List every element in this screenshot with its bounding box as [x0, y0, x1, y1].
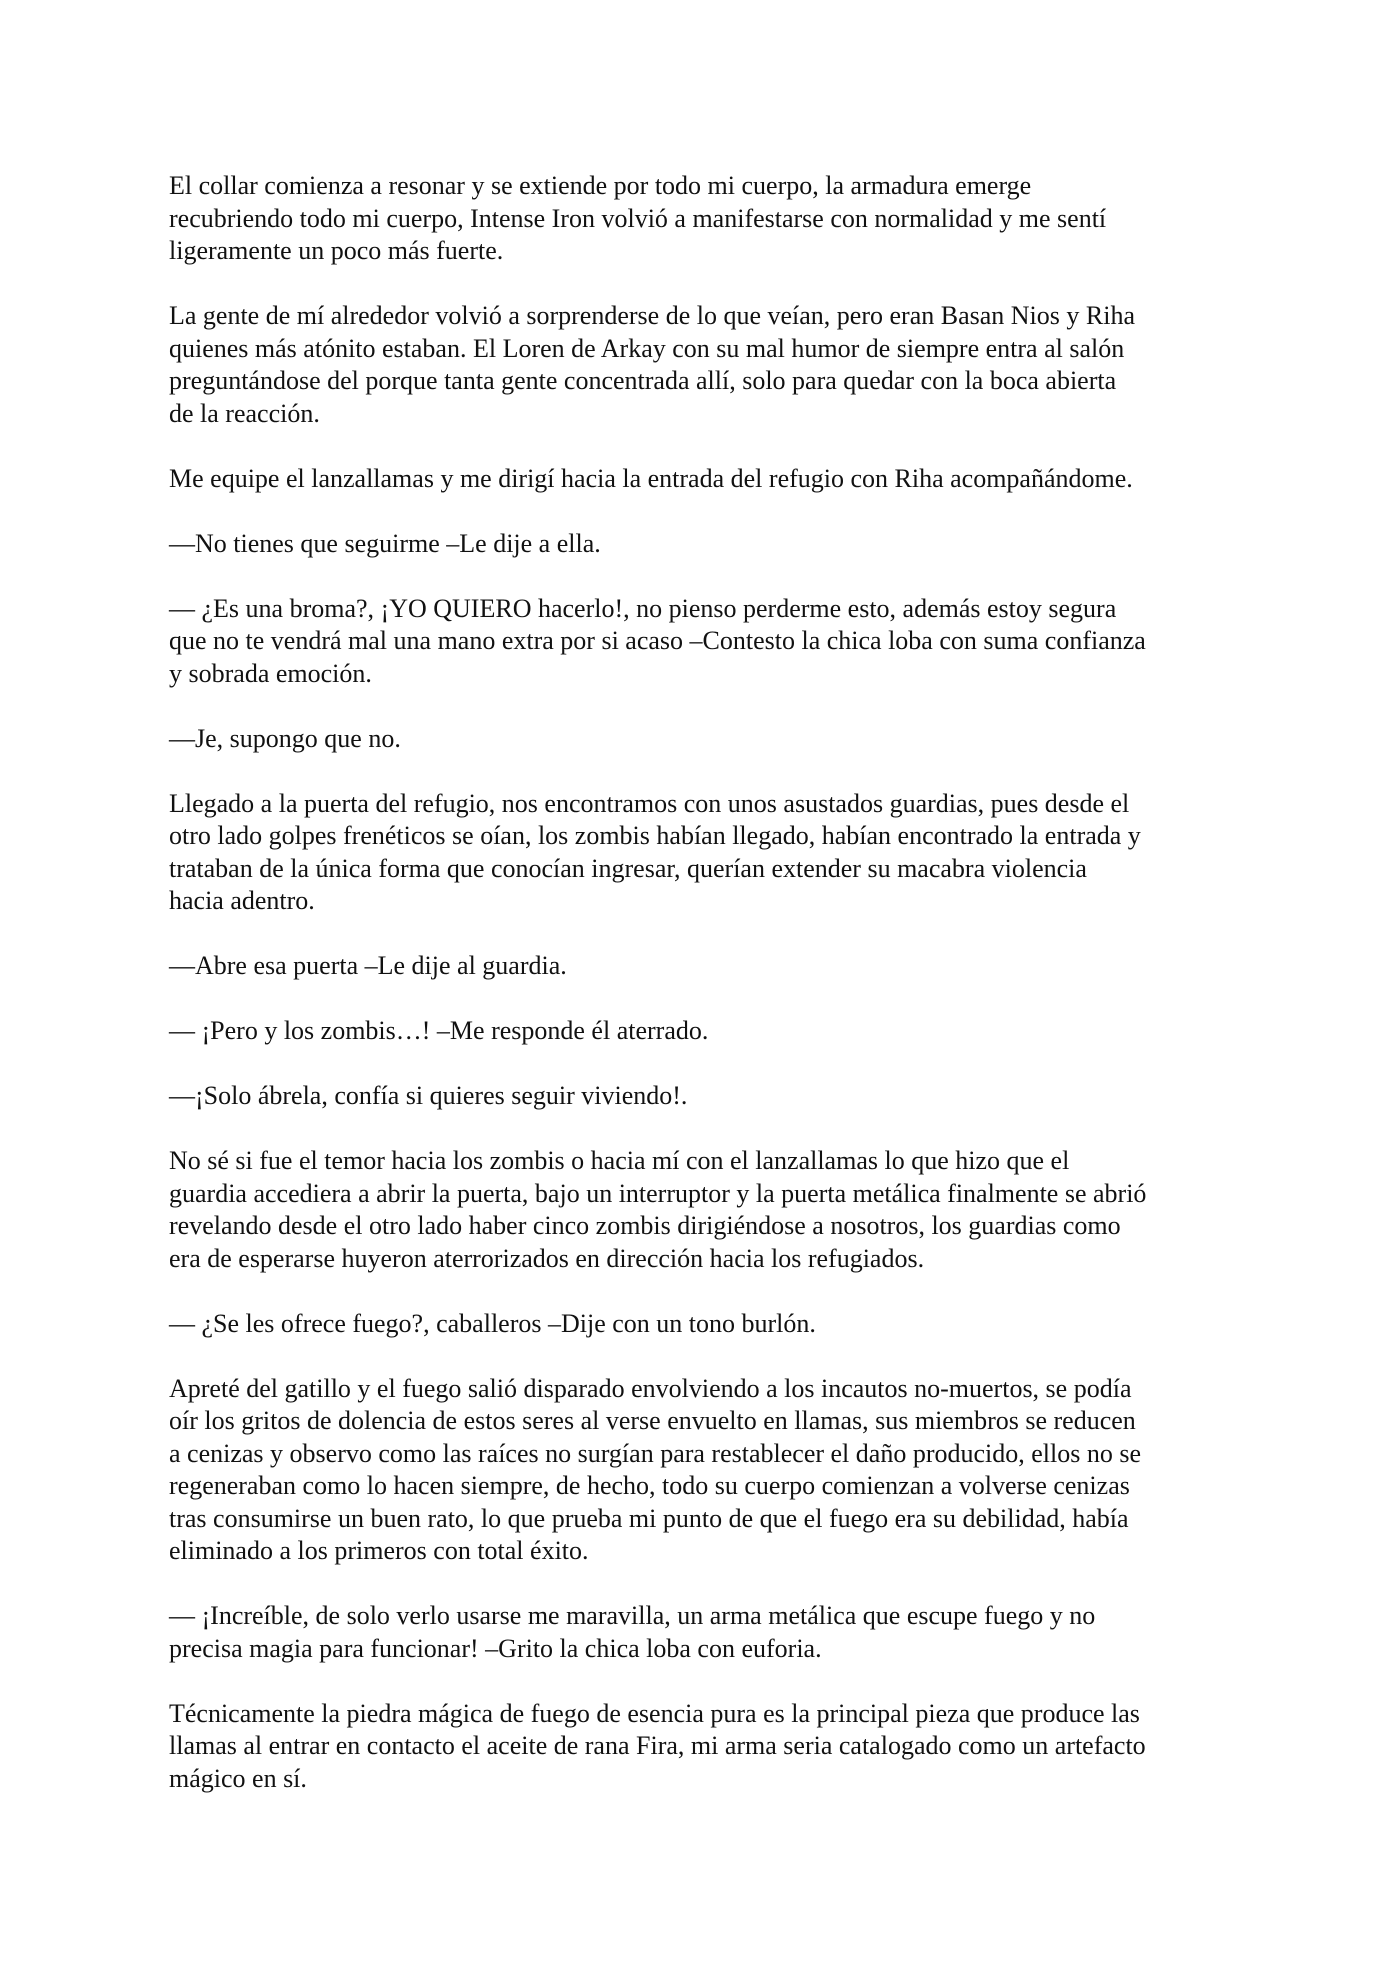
- text-line: recubriendo todo mi cuerpo, Intense Iron volvió a manifestarse con normalidad y me sentí: [169, 203, 1107, 233]
- text-line: hacia adentro.: [169, 886, 315, 915]
- text-line: La gente de mí alrededor volvió a sorprenderse de lo que veían, pero eran Basan Nios y Riha: [169, 301, 1135, 330]
- text-line: y sobrada emoción.: [169, 658, 372, 688]
- paragraph: [169, 950, 1249, 983]
- text-line: quienes más atónito estaban. El Loren de Arkay con su mal humor de siempre entra al salón: [169, 333, 1125, 363]
- text-line: — ¿Es una broma?, ¡YO QUIERO hacerlo!, no pienso perderme esto, además estoy segura: [169, 593, 1117, 623]
- text-line: oír los gritos de dolencia de estos seres al verse envuelto en llamas, sus miembros se reducen: [169, 1406, 1136, 1435]
- text-line: guardia accediera a abrir la puerta, bajo un interruptor y la puerta metálica finalmente se abrió: [169, 1178, 1147, 1208]
- text-line: —Abre esa puerta –Le dije al guardia.: [169, 951, 567, 980]
- text-line: eliminado a los primeros con total éxito.: [169, 1536, 589, 1565]
- paragraph: [169, 463, 1249, 496]
- text-line: mágico en sí.: [169, 1763, 307, 1793]
- text-line: era de esperarse huyeron aterrorizados en dirección hacia los refugiados.: [169, 1243, 925, 1273]
- text-line: de la reacción.: [169, 398, 320, 428]
- text-line: trataban de la única forma que conocían ingresar, querían extender su macabra violencia: [169, 853, 1087, 883]
- text-line: ligeramente un poco más fuerte.: [169, 236, 504, 265]
- text-line: No sé si fue el temor hacia los zombis o hacia mí con el lanzallamas lo que hizo que el: [169, 1146, 1070, 1175]
- paragraph: [169, 723, 1249, 756]
- text-line: revelando desde el otro lado haber cinco zombis dirigiéndose a nosotros, los guardias como: [169, 1211, 1121, 1240]
- text-line: Llegado a la puerta del refugio, nos encontramos con unos asustados guardias, pues desde el: [169, 788, 1130, 818]
- text-line: Me equipe el lanzallamas y me dirigí hacia la entrada del refugio con Riha acompañándome.: [169, 463, 1133, 493]
- text-line: precisa magia para funcionar! –Grito la chica loba con euforia.: [169, 1633, 822, 1663]
- text-line: regeneraban como lo hacen siempre, de hecho, todo su cuerpo comienzan a volverse cenizas: [169, 1471, 1130, 1500]
- paragraph: [169, 1373, 1249, 1568]
- text-line: — ¿Se les ofrece fuego?, caballeros –Dije con un tono burlón.: [169, 1308, 816, 1338]
- text-line: El collar comienza a resonar y se extiende por todo mi cuerpo, la armadura emerge: [169, 171, 1032, 200]
- text-line: llamas al entrar en contacto el aceite de rana Fira, mi arma seria catalogado como un artefacto: [169, 1731, 1146, 1760]
- text-line: —¡Solo ábrela, confía si quieres seguir viviendo!.: [169, 1081, 688, 1110]
- text-line: tras consumirse un buen rato, lo que prueba mi punto de que el fuego era su debilidad, había: [169, 1503, 1129, 1533]
- text-line: Apreté del gatillo y el fuego salió disparado envolviendo a los incautos no-muertos, se podía: [169, 1373, 1132, 1403]
- text-line: a cenizas y observo como las raíces no surgían para restablecer el daño producido, ellos no se: [169, 1438, 1142, 1468]
- text-line: — ¡Increíble, de solo verlo usarse me maravilla, un arma metálica que escupe fuego y no: [169, 1601, 1096, 1630]
- paragraph: [169, 1015, 1249, 1048]
- paragraph: [169, 1698, 1249, 1796]
- paragraph: [169, 300, 1249, 430]
- paragraph: [169, 1308, 1249, 1341]
- text-line: —No tienes que seguirme –Le dije a ella.: [169, 528, 601, 558]
- text-line: que no te vendrá mal una mano extra por si acaso –Contesto la chica loba con suma confianza: [169, 626, 1146, 655]
- paragraph: [169, 170, 1249, 268]
- paragraph: [169, 593, 1249, 691]
- paragraph: [169, 1600, 1249, 1665]
- paragraph: [169, 528, 1249, 561]
- text-line: preguntándose del porque tanta gente concentrada allí, solo para quedar con la boca abierta: [169, 366, 1117, 395]
- paragraph: [169, 788, 1249, 918]
- document-body: [169, 170, 1249, 1828]
- paragraph: [169, 1145, 1249, 1275]
- text-line: — ¡Pero y los zombis…! –Me responde él aterrado.: [169, 1016, 709, 1045]
- text-line: Técnicamente la piedra mágica de fuego de esencia pura es la principal pieza que produce las: [169, 1698, 1140, 1728]
- text-line: —Je, supongo que no.: [169, 723, 401, 753]
- paragraph: [169, 1080, 1249, 1113]
- text-line: otro lado golpes frenéticos se oían, los zombis habían llegado, habían encontrado la entrada y: [169, 821, 1141, 850]
